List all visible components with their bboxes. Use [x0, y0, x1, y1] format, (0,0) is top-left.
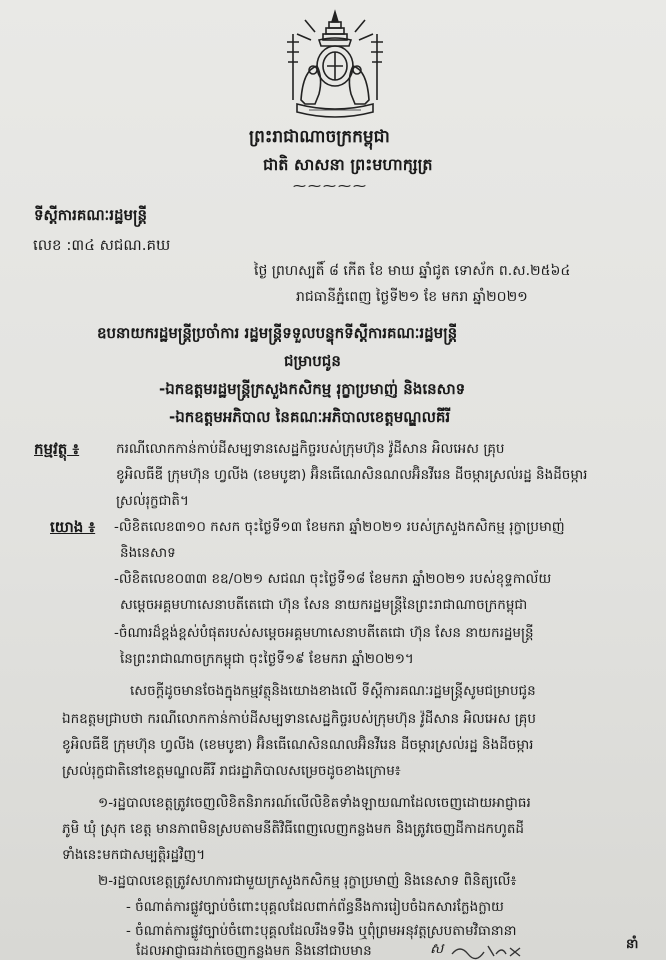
subject-line-3: ស្រល់រុក្ខជាតិ។ [116, 493, 189, 509]
page-mark: នាំ [626, 937, 639, 952]
reference-item-2b: សម្តេចអគ្គមហាសេនាបតីតេជោ ហ៊ុន សែន នាយករដ្ឋមន្ត្រីនៃព្រះរាជាណាចក្រកម្ពុជា [120, 597, 528, 613]
body-intro-2: ឯកឧត្តមជ្រាបថា ករណីលោកកាន់កាប់ដីសម្បទានសេដ្ឋកិច្ចរបស់ក្រុមហ៊ុន វ៉ូដីសាន អិលអេស គ្រុប [62, 711, 536, 727]
body-intro-3: ខូអិលធីឌី ក្រុមហ៊ុន ហ្វលីង (ខេមបូឌា) អ៊ិនធើណេសិនណលអ៊ិនវីរេន ដីចម្ការស្រល់រដ្ឋ និងដីចម្ការ [62, 737, 534, 753]
addressed-to: ជម្រាបជូន [284, 352, 341, 370]
kingdom-title: ព្រះរាជាណាចក្រកម្ពុជា [249, 127, 390, 147]
solar-date-place: រាជធានីភ្នំពេញ ថ្ងៃទី២១ ខែ មករា ឆ្នាំ២០២១ [296, 289, 528, 305]
point1-line-2: ភូមិ ឃុំ ស្រុក ខេត្ត មានភាពមិនស្របតាមនីតិវិធីពេញលេញកន្លងមក និងត្រូវចេញដីកាដកហូតដី [62, 821, 524, 837]
point2-line-1: ២-រដ្ឋបាលខេត្តត្រូវសហការជាមួយក្រសួងកសិកម្ម រុក្ខាប្រមាញ់ និងនេសាទ ពិនិត្យលើ៖ [98, 873, 517, 889]
point1-line-1: ១-រដ្ឋបាលខេត្តត្រូវចេញលិខិតនិរាករណ៍លើលិខិតទាំងឡាយណាដែលចេញដោយអាជ្ញាធរ [98, 795, 531, 811]
reference-item-2a: -លិខិតលេខ០៣៣ ខឧ/០២១ សជណ ចុះថ្ងៃទី១៨ ខែមករា ឆ្នាំ២០២១ របស់ខុទ្ទកាល័យ [114, 571, 552, 587]
point1-line-3: ទាំងនេះមកជាសម្បត្តិរដ្ឋវិញ។ [62, 847, 206, 863]
reference-item-1b: និងនេសាទ [120, 545, 176, 561]
point2-bullet-2-cont: ដែលអាជ្ញាធរដាក់ចេញកន្លងមក និងនៅជាបមាន [136, 943, 372, 959]
body-intro-1: សេចក្តីដូចមានចែងក្នុងកម្មវត្ថុនិងយោងខាងលើ ទីស្តីការគណៈរដ្ឋមន្ត្រីសូមជម្រាបជូន [130, 683, 536, 699]
handwritten-initials: ស [430, 941, 444, 957]
body-intro-4: ស្រល់រុក្ខជាតិនៅខេត្តមណ្ឌលគីរី រាជរដ្ឋាភិបាលសម្រេចដូចខាងក្រោម៖ [62, 763, 401, 779]
reference-item-3a: -ចំណារដ៏ខ្ពង់ខ្ពស់បំផុតរបស់សម្តេចអគ្គមហាសេនាបតីតេជោ ហ៊ុន សែន នាយករដ្ឋមន្ត្រី [114, 625, 534, 641]
sender-title: ឧបនាយករដ្ឋមន្ត្រីប្រចាំការ រដ្ឋមន្ត្រីទទួលបន្ទុកទីស្តីការគណៈរដ្ឋមន្ត្រី [97, 324, 458, 342]
signature-scribble-icon [450, 940, 530, 960]
point2-bullet-2: - ចំណាត់ការផ្លូវច្បាប់ចំពោះបុគ្គលដែលរឹងទទឹង ឬពុំព្រមអនុវត្តស្របតាមវិធានានា [126, 923, 517, 939]
reference-item-3b: នៃព្រះរាជាណាចក្រកម្ពុជា ចុះថ្ងៃទី១៩ ខែមករា ឆ្នាំ២០២១។ [120, 651, 414, 667]
point2-bullet-1: - ចំណាត់ការផ្លូវច្បាប់ចំពោះបុគ្គលដែលពាក់ព័ន្ធនឹងការរៀបចំឯកសារក្លែងក្លាយ [126, 899, 504, 915]
royal-emblem-icon [275, 8, 395, 126]
subject-line-2: ខូអិលធីឌី ក្រុមហ៊ុន ហ្វលីង (ខេមបូឌា) អ៊ិនធើណេសិនណលអ៊ិនវីរេន ដីចម្ការស្រល់រដ្ឋ និងដីចម្ការ [116, 467, 588, 483]
reference-item-1a: -លិខិតលេខ៣១០ កសក ចុះថ្ងៃទី១៣ ខែមករា ឆ្នាំ២០២១ របស់ក្រសួងកសិកម្ម រុក្ខាប្រមាញ់ [114, 519, 565, 535]
office-name: ទីស្តីការគណៈរដ្ឋមន្ត្រី [34, 206, 148, 224]
recipient-governor: -ឯកឧត្តមអភិបាល នៃគណៈអភិបាលខេត្តមណ្ឌលគីរី [169, 408, 451, 426]
reference-number: លេខ :៣៤ សជណ.គឃ [33, 236, 171, 254]
national-motto: ជាតិ សាសនា ព្រះមហាក្សត្រ [263, 155, 433, 174]
header-ornament: ⁓⁓⁓⁓⁓ [293, 179, 368, 194]
subject-label: កម្មវត្ថុ ៖ [34, 440, 80, 458]
recipient-minister: -ឯកឧត្តមរដ្ឋមន្ត្រីក្រសួងកសិកម្ម រុក្ខាប្រមាញ់ និងនេសាទ [159, 380, 466, 398]
subject-line-1: ករណីលោកកាន់កាប់ដីសម្បទានសេដ្ឋកិច្ចរបស់ក្រុមហ៊ុន វ៉ូដីសាន អិលអេស គ្រុប [116, 441, 505, 457]
lunar-date: ថ្ងៃ ព្រហស្បតិ៍ ៨ កើត ខែ មាឃ ឆ្នាំជូត ទោស័ក ព.ស.២៥៦៤ [254, 263, 571, 279]
reference-label: យោង ៖ [50, 518, 96, 536]
